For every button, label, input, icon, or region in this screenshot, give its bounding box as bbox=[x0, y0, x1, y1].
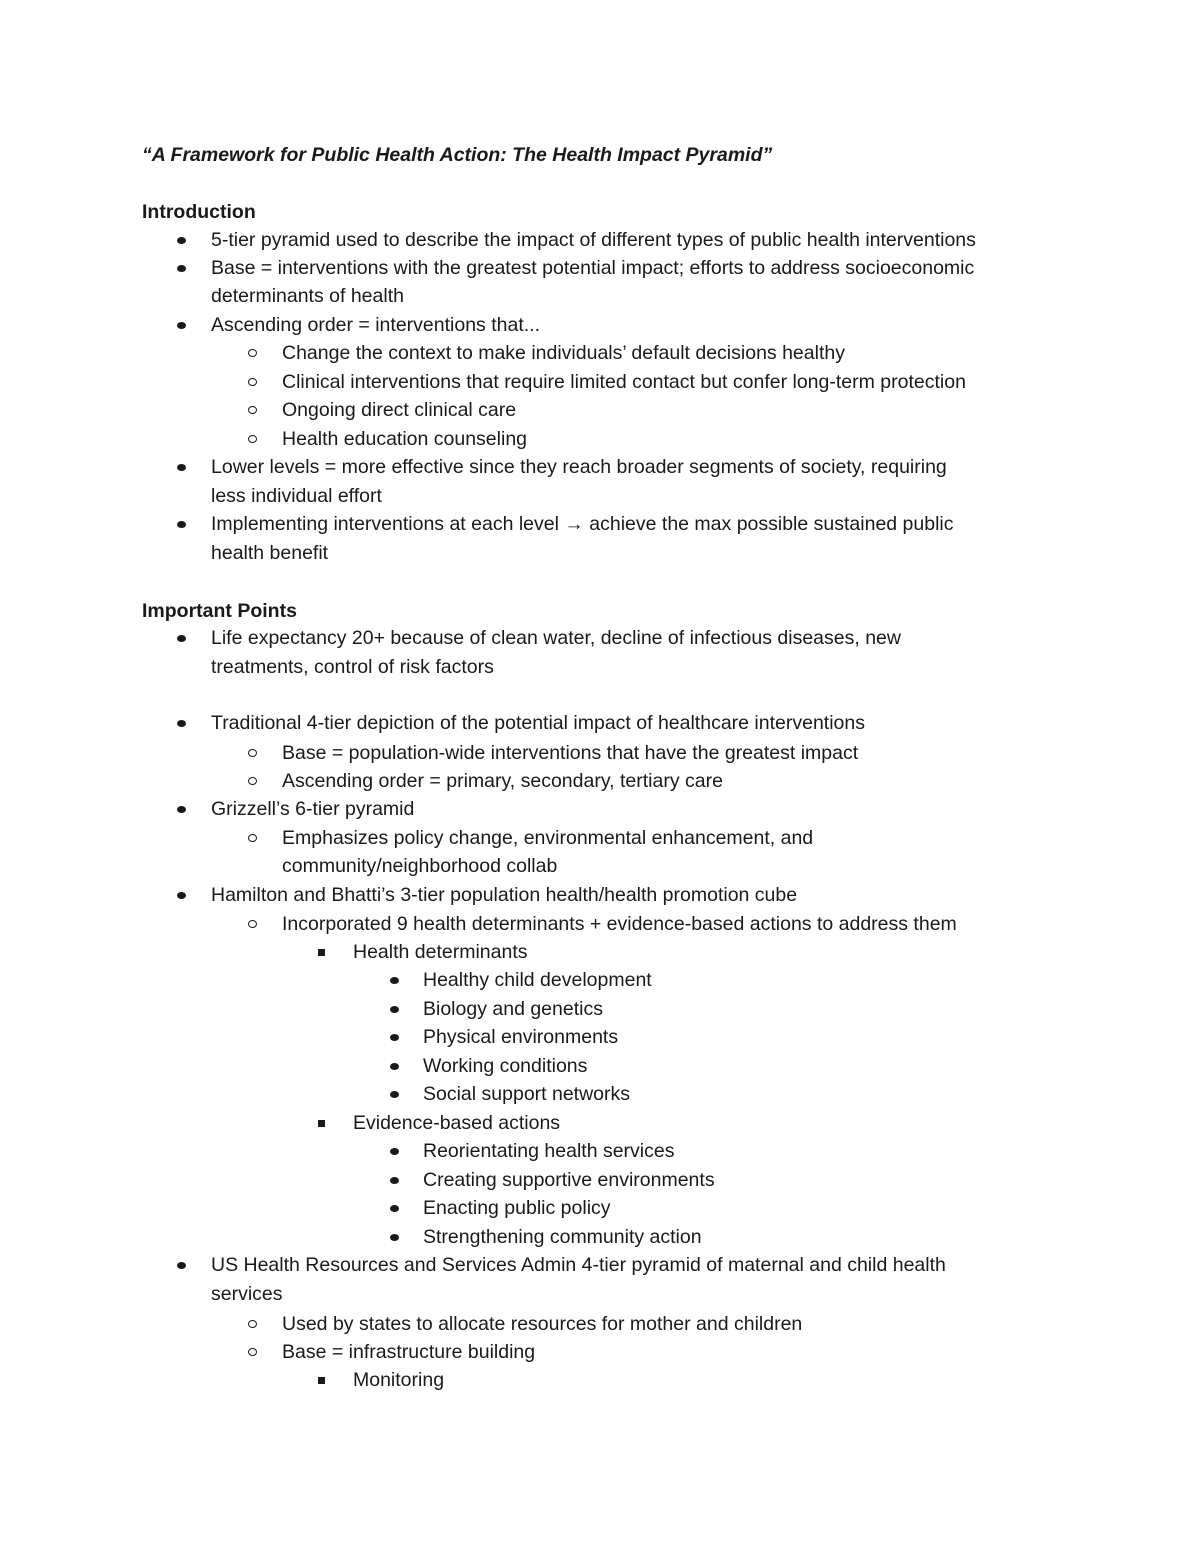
filled-bullet bbox=[177, 892, 186, 899]
list-item: Base = infrastructure building bbox=[282, 1341, 536, 1363]
list-item: Health education counseling bbox=[282, 428, 528, 450]
hollow-bullet bbox=[248, 749, 257, 757]
filled-bullet bbox=[390, 1091, 399, 1098]
list-item: Grizzell’s 6-tier pyramid bbox=[211, 798, 415, 820]
filled-bullet bbox=[177, 322, 186, 329]
list-item: Creating supportive environments bbox=[423, 1169, 715, 1191]
list-item: Ascending order = primary, secondary, tertiary care bbox=[282, 770, 723, 792]
filled-bullet bbox=[177, 464, 186, 471]
list-item-continuation: health benefit bbox=[211, 542, 329, 564]
filled-bullet bbox=[390, 1234, 399, 1241]
list-item: Change the context to make individuals’ default decisions healthy bbox=[282, 342, 845, 364]
square-bullet bbox=[318, 949, 325, 956]
section-heading-introduction: Introduction bbox=[142, 201, 256, 223]
list-item: Incorporated 9 health determinants + evidence-based actions to address them bbox=[282, 913, 957, 935]
filled-bullet bbox=[390, 1205, 399, 1212]
list-item: Ongoing direct clinical care bbox=[282, 399, 517, 421]
list-item: Ascending order = interventions that... bbox=[211, 314, 540, 336]
list-item-continuation: determinants of health bbox=[211, 285, 404, 307]
list-item: Monitoring bbox=[353, 1369, 445, 1391]
hollow-bullet bbox=[248, 378, 257, 386]
list-item: US Health Resources and Services Admin 4-tier pyramid of maternal and child health bbox=[211, 1254, 946, 1276]
list-item: Working conditions bbox=[423, 1055, 588, 1077]
hollow-bullet bbox=[248, 349, 257, 357]
hollow-bullet bbox=[248, 777, 257, 785]
section-heading-important-points: Important Points bbox=[142, 600, 297, 622]
list-item: Implementing interventions at each level → achieve the max possible sustained public bbox=[211, 513, 954, 535]
hollow-bullet bbox=[248, 1320, 257, 1328]
document-title: “A Framework for Public Health Action: The Health Impact Pyramid” bbox=[142, 144, 773, 166]
list-item-continuation: treatments, control of risk factors bbox=[211, 656, 494, 678]
list-item: Reorientating health services bbox=[423, 1140, 675, 1162]
filled-bullet bbox=[177, 265, 186, 272]
filled-bullet bbox=[390, 1006, 399, 1013]
list-item: Lower levels = more effective since they reach broader segments of society, requiring bbox=[211, 456, 947, 478]
list-item-continuation: community/neighborhood collab bbox=[282, 855, 558, 877]
filled-bullet bbox=[390, 1177, 399, 1184]
list-item-continuation: less individual effort bbox=[211, 485, 382, 507]
list-item: Hamilton and Bhatti’s 3-tier population health/health promotion cube bbox=[211, 884, 798, 906]
list-item: Clinical interventions that require limited contact but confer long-term protection bbox=[282, 371, 966, 393]
list-item: Traditional 4-tier depiction of the potential impact of healthcare interventions bbox=[211, 712, 865, 734]
list-item: Evidence-based actions bbox=[353, 1112, 561, 1134]
list-item: 5-tier pyramid used to describe the impact of different types of public health interventions bbox=[211, 229, 976, 251]
list-item: Emphasizes policy change, environmental enhancement, and bbox=[282, 827, 814, 849]
list-item: Strengthening community action bbox=[423, 1226, 702, 1248]
filled-bullet bbox=[390, 977, 399, 984]
filled-bullet bbox=[177, 720, 186, 727]
list-item: Base = interventions with the greatest potential impact; efforts to address socioeconomic bbox=[211, 257, 975, 279]
hollow-bullet bbox=[248, 834, 257, 842]
list-item-continuation: services bbox=[211, 1283, 283, 1305]
list-item: Social support networks bbox=[423, 1083, 631, 1105]
filled-bullet bbox=[177, 1262, 186, 1269]
list-item: Enacting public policy bbox=[423, 1197, 611, 1219]
filled-bullet bbox=[390, 1034, 399, 1041]
hollow-bullet bbox=[248, 1348, 257, 1356]
square-bullet bbox=[318, 1377, 325, 1384]
list-item: Base = population-wide interventions that have the greatest impact bbox=[282, 742, 859, 764]
filled-bullet bbox=[177, 806, 186, 813]
list-item: Physical environments bbox=[423, 1026, 619, 1048]
filled-bullet bbox=[177, 635, 186, 642]
filled-bullet bbox=[390, 1148, 399, 1155]
filled-bullet bbox=[177, 237, 186, 244]
hollow-bullet bbox=[248, 406, 257, 414]
filled-bullet bbox=[177, 521, 186, 528]
list-item: Life expectancy 20+ because of clean water, decline of infectious diseases, new bbox=[211, 627, 901, 649]
square-bullet bbox=[318, 1120, 325, 1127]
hollow-bullet bbox=[248, 435, 257, 443]
list-item: Health determinants bbox=[353, 941, 528, 963]
list-item: Biology and genetics bbox=[423, 998, 603, 1020]
hollow-bullet bbox=[248, 920, 257, 928]
filled-bullet bbox=[390, 1063, 399, 1070]
list-item: Used by states to allocate resources for mother and children bbox=[282, 1313, 803, 1335]
list-item: Healthy child development bbox=[423, 969, 652, 991]
